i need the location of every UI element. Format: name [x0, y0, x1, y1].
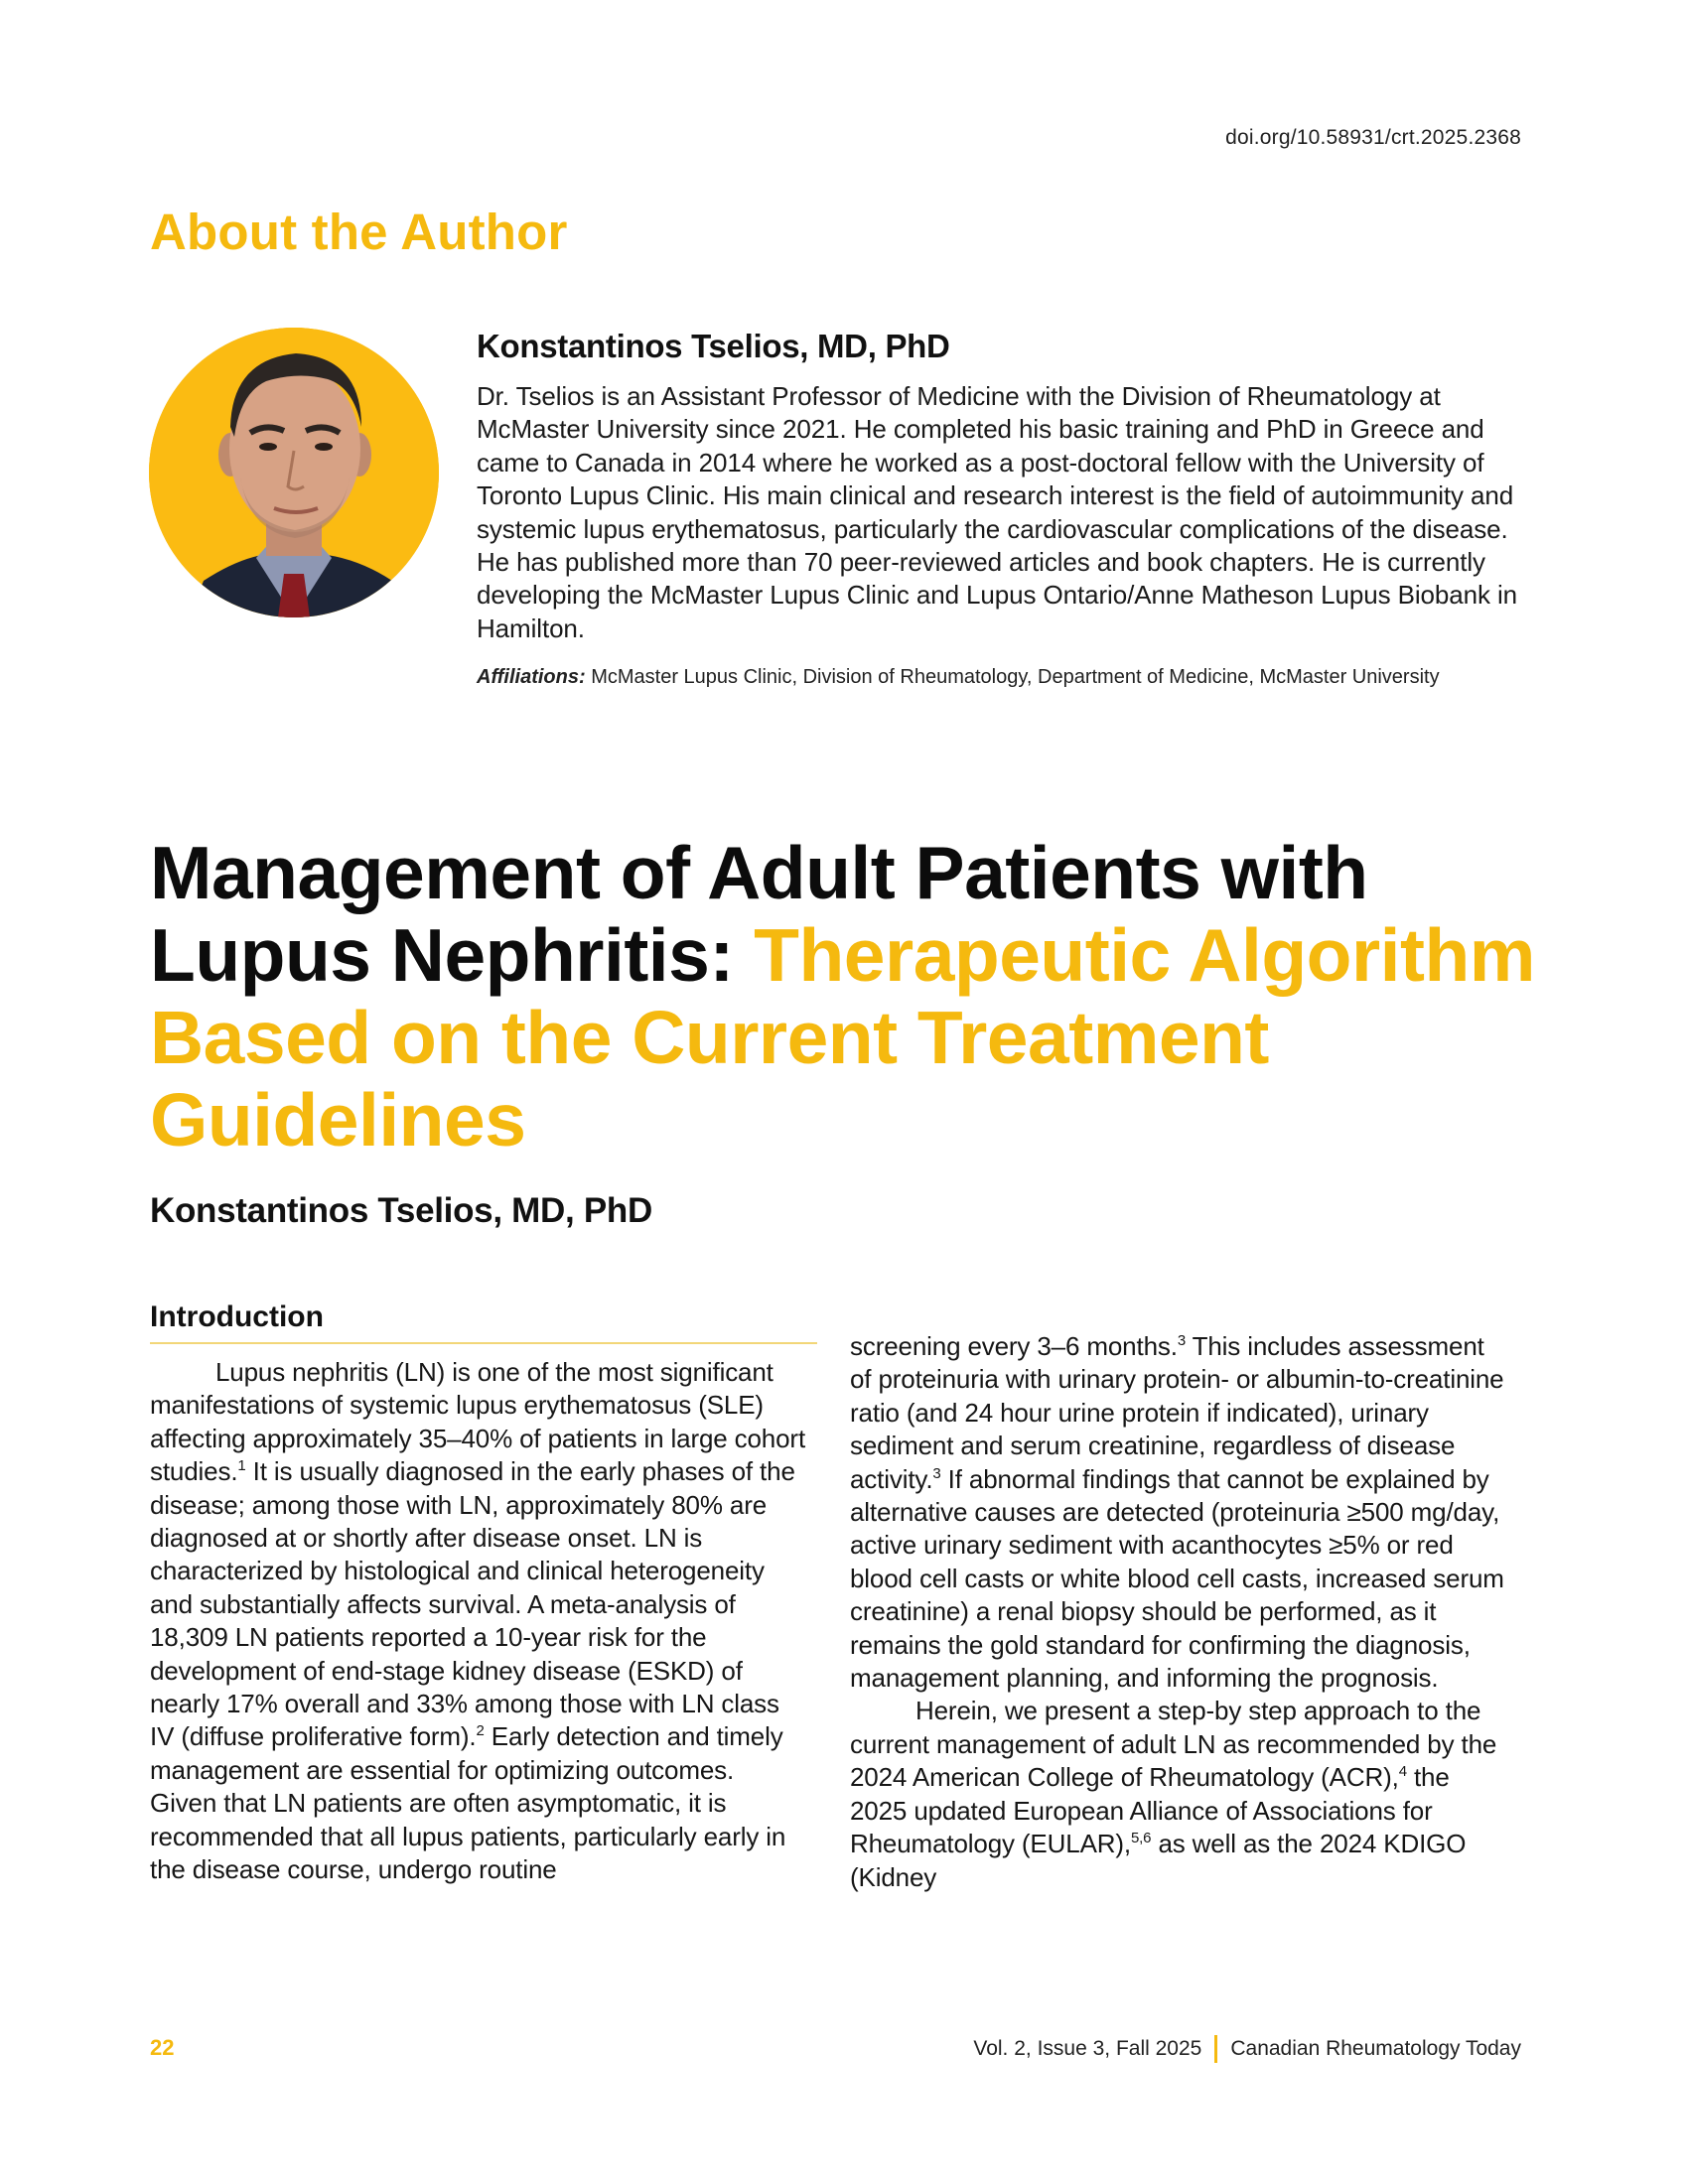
article-byline: Konstantinos Tselios, MD, PhD: [150, 1191, 652, 1230]
author-portrait-icon: [149, 328, 439, 617]
citation-ref[interactable]: 4: [1398, 1763, 1407, 1781]
about-author-heading: About the Author: [150, 204, 568, 260]
text-run: This includes assessment of proteinuria with urinary protein- or albumin-to-creatinine ratio (and 24 hour urine protein if indicated), urinary sediment and serum creatinine, regardless of disease activity.: [850, 1331, 1504, 1494]
footer-divider: [1214, 2035, 1217, 2063]
text-run: Lupus nephritis (LN) is one of the most significant manifestations of systemic lupus erythematosus (SLE) affecting approximately 35–40% of patients in large cohort studies.: [150, 1357, 806, 1487]
page-number: 22: [150, 2035, 175, 2060]
citation-ref[interactable]: 1: [237, 1457, 246, 1475]
author-info: [477, 328, 1519, 692]
intro-paragraph-2: [850, 1695, 1505, 1893]
journal-name: Canadian Rheumatology Today: [1230, 2037, 1521, 2060]
author-bio: Dr. Tselios is an Assistant Professor of Medicine with the Division of Rheumatology at McMaster University since 2021. He completed his basic training and PhD in Greece and came to Canada in 2014 where he worked as a post-doctoral fellow with the University of Toronto Lupus Clinic. His main clinical and research interest is the field of autoimmunity and systemic lupus erythematosus, particularly the cardiovascular complications of the disease. He has published more than 70 peer-reviewed articles and book chapters. He is currently developing the McMaster Lupus Clinic and Lupus Ontario/Anne Matheson Lupus Biobank in Hamilton.: [477, 381, 1518, 643]
affiliations-label: Affiliations:: [477, 666, 586, 689]
author-name: Konstantinos Tselios, MD, PhD: [477, 328, 950, 364]
text-run: Herein, we present a step-by step approach to the current management of adult LN as recommended by the 2024 American College of Rheumatology (ACR),: [850, 1696, 1497, 1793]
text-run: as well as the 2024 KDIGO (Kidney: [850, 1829, 1467, 1892]
intro-paragraph-1-continued: [850, 1330, 1505, 1695]
citation-ref[interactable]: 3: [1177, 1332, 1187, 1349]
affiliations-text: McMaster Lupus Clinic, Division of Rheumatology, Department of Medicine, McMaster University: [585, 666, 1440, 689]
column-right: [850, 1330, 1505, 1894]
citation-ref[interactable]: 5,6: [1130, 1830, 1152, 1847]
text-run: screening every 3–6 months.: [850, 1331, 1178, 1361]
footer-issue-info: [973, 2035, 1521, 2063]
author-photo: [149, 328, 439, 617]
section-heading-introduction: Introduction: [150, 1300, 817, 1344]
doi-link[interactable]: doi.org/10.58931/crt.2025.2368: [1225, 126, 1521, 149]
author-affiliations: [477, 662, 1519, 692]
text-run: It is usually diagnosed in the early phases of the disease; among those with LN, approximately 80% are diagnosed at or shortly after disease onset. LN is characterized by histological and clinical heterogeneity and substantially affects survival. A meta-analysis of 18,309 LN patients reported a 10-year risk for the development of end-stage kidney disease (ESKD) of nearly 17% overall and 33% among those with LN class IV (diffuse proliferative form).: [150, 1456, 795, 1752]
article-title-accent: Therapeutic Algorithm Based on the Current Treatment Guidelines: [150, 913, 1535, 1161]
column-left: [150, 1300, 805, 1887]
citation-ref[interactable]: 3: [932, 1464, 941, 1482]
article-title: [150, 832, 1540, 1161]
intro-paragraph-1: [150, 1356, 805, 1887]
article-title-dark: Management of Adult Patients with Lupus Nephritis:: [150, 831, 1368, 997]
text-run: the 2025 updated European Alliance of Associations for Rheumatology (EULAR),: [850, 1762, 1450, 1859]
issue-label: Vol. 2, Issue 3, Fall 2025: [973, 2037, 1202, 2060]
text-run: Early detection and timely management are essential for optimizing outcomes. Given that LN patients are often asymptomatic, it is recommended that all lupus patients, particularly early in the disease course, undergo routine: [150, 1721, 786, 1885]
citation-ref[interactable]: 2: [476, 1722, 485, 1740]
text-run: If abnormal findings that cannot be explained by alternative causes are detected (proteinuria ≥500 mg/day, active urinary sediment with acanthocytes ≥5% or red blood cell casts or white blood cell casts, increased serum creatinine) a renal biopsy should be performed, as it remains the gold standard for confirming the diagnosis, management planning, and informing the prognosis.: [850, 1463, 1504, 1694]
